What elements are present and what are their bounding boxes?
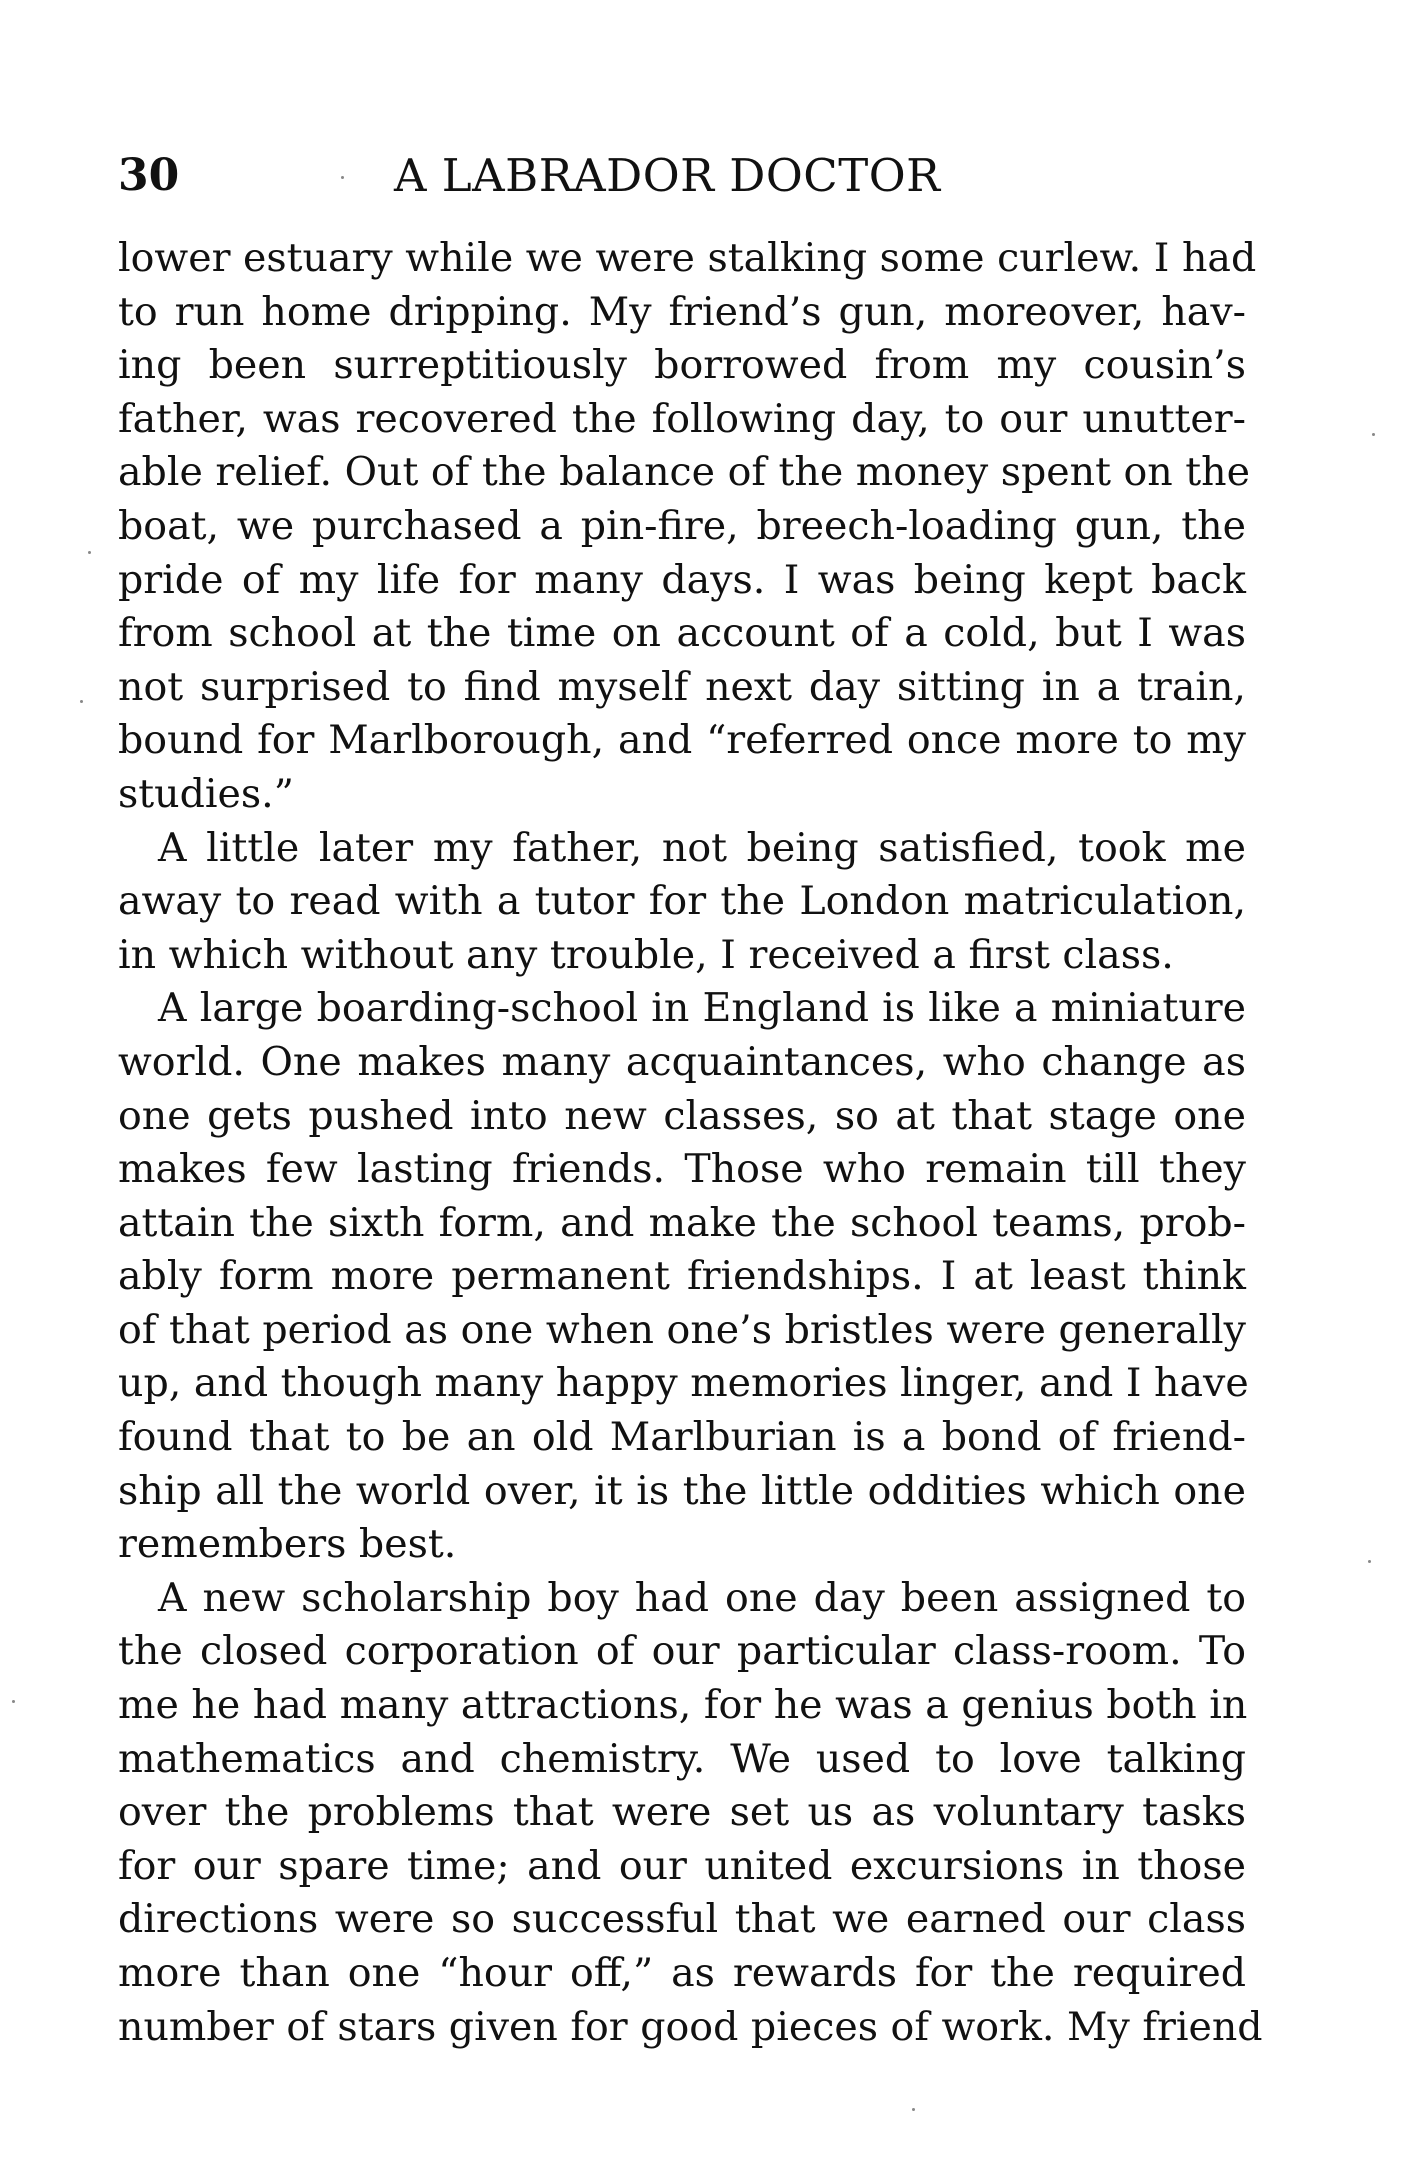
text-line: able relief. Out of the balance of the money spent on the: [118, 449, 1250, 496]
text-line: over the problems that were set us as voluntary tasks: [118, 1789, 1246, 1836]
text-line: ably form more permanent friendships. I at least think: [118, 1253, 1246, 1300]
text-line: father, was recovered the following day, to our unutter-: [118, 395, 1246, 442]
scan-speck: [341, 176, 344, 179]
text-line: remembers best.: [118, 1521, 457, 1568]
scan-speck: [1368, 1560, 1371, 1563]
paragraph: [118, 982, 1249, 1572]
running-title: A LABRADOR DOCTOR: [394, 149, 941, 202]
text-line: number of stars given for good pieces of work. My friend: [118, 2003, 1263, 2050]
text-line: mathematics and chemistry. We used to love talking: [118, 1735, 1246, 1782]
text-line: the closed corporation of our particular class-room. To: [118, 1628, 1246, 1675]
text-line: pride of my life for many days. I was being kept back: [118, 556, 1246, 603]
text-line: away to read with a tutor for the London matriculation,: [118, 878, 1246, 925]
text-line: up, and though many happy memories linger, and I have: [118, 1360, 1249, 1407]
text-line: one gets pushed into new classes, so at that stage one: [118, 1092, 1246, 1139]
text-line: to run home dripping. My friend’s gun, moreover, hav-: [118, 288, 1246, 335]
text-line: ing been surreptitiously borrowed from my cousin’s: [118, 342, 1246, 389]
text-line: more than one “hour off,” as rewards for the required: [118, 1950, 1246, 1996]
text-line: found that to be an old Marlburian is a bond of friend-: [118, 1414, 1246, 1461]
text-line: A large boarding-school in England is like a miniature: [158, 985, 1246, 1032]
text-line: world. One makes many acquaintances, who change as: [118, 1038, 1246, 1085]
text-line: for our spare time; and our united excursions in those: [118, 1842, 1246, 1889]
paragraph-continued: [118, 232, 1257, 822]
scan-speck: [12, 1700, 15, 1703]
scan-speck: [912, 2108, 915, 2111]
text-line: makes few lasting friends. Those who remain till they: [118, 1146, 1246, 1193]
scan-speck: [1372, 433, 1375, 436]
text-line: of that period as one when one’s bristles were generally: [118, 1306, 1246, 1353]
text-line: ship all the world over, it is the little oddities which one: [118, 1467, 1246, 1514]
text-line: lower estuary while we were stalking some curlew. I had: [118, 235, 1257, 281]
scan-speck: [88, 551, 91, 554]
text-line: boat, we purchased a pin-fire, breech-loading gun, the: [118, 502, 1246, 549]
paragraph: [118, 822, 1246, 983]
paragraph: [118, 1572, 1263, 2054]
text-line: not surprised to find myself next day sitting in a train,: [118, 663, 1246, 710]
running-head: [118, 148, 1246, 204]
text-line: in which without any trouble, I received a first class.: [118, 931, 1174, 978]
scan-speck: [80, 700, 83, 703]
text-line: bound for Marlborough, and “referred once more to my: [118, 717, 1246, 764]
text-line: A new scholarship boy had one day been assigned to: [158, 1574, 1246, 1621]
text-line: directions were so successful that we earned our class: [118, 1896, 1246, 1943]
text-line: A little later my father, not being satisfied, took me: [158, 824, 1246, 871]
text-line: attain the sixth form, and make the school teams, prob-: [118, 1199, 1246, 1246]
text-line: from school at the time on account of a cold, but I was: [118, 610, 1246, 657]
page-number: 30: [118, 150, 180, 201]
text-line: me he had many attractions, for he was a genius both in: [118, 1682, 1248, 1729]
body-text: [118, 232, 1263, 2054]
text-line: studies.”: [118, 770, 294, 817]
